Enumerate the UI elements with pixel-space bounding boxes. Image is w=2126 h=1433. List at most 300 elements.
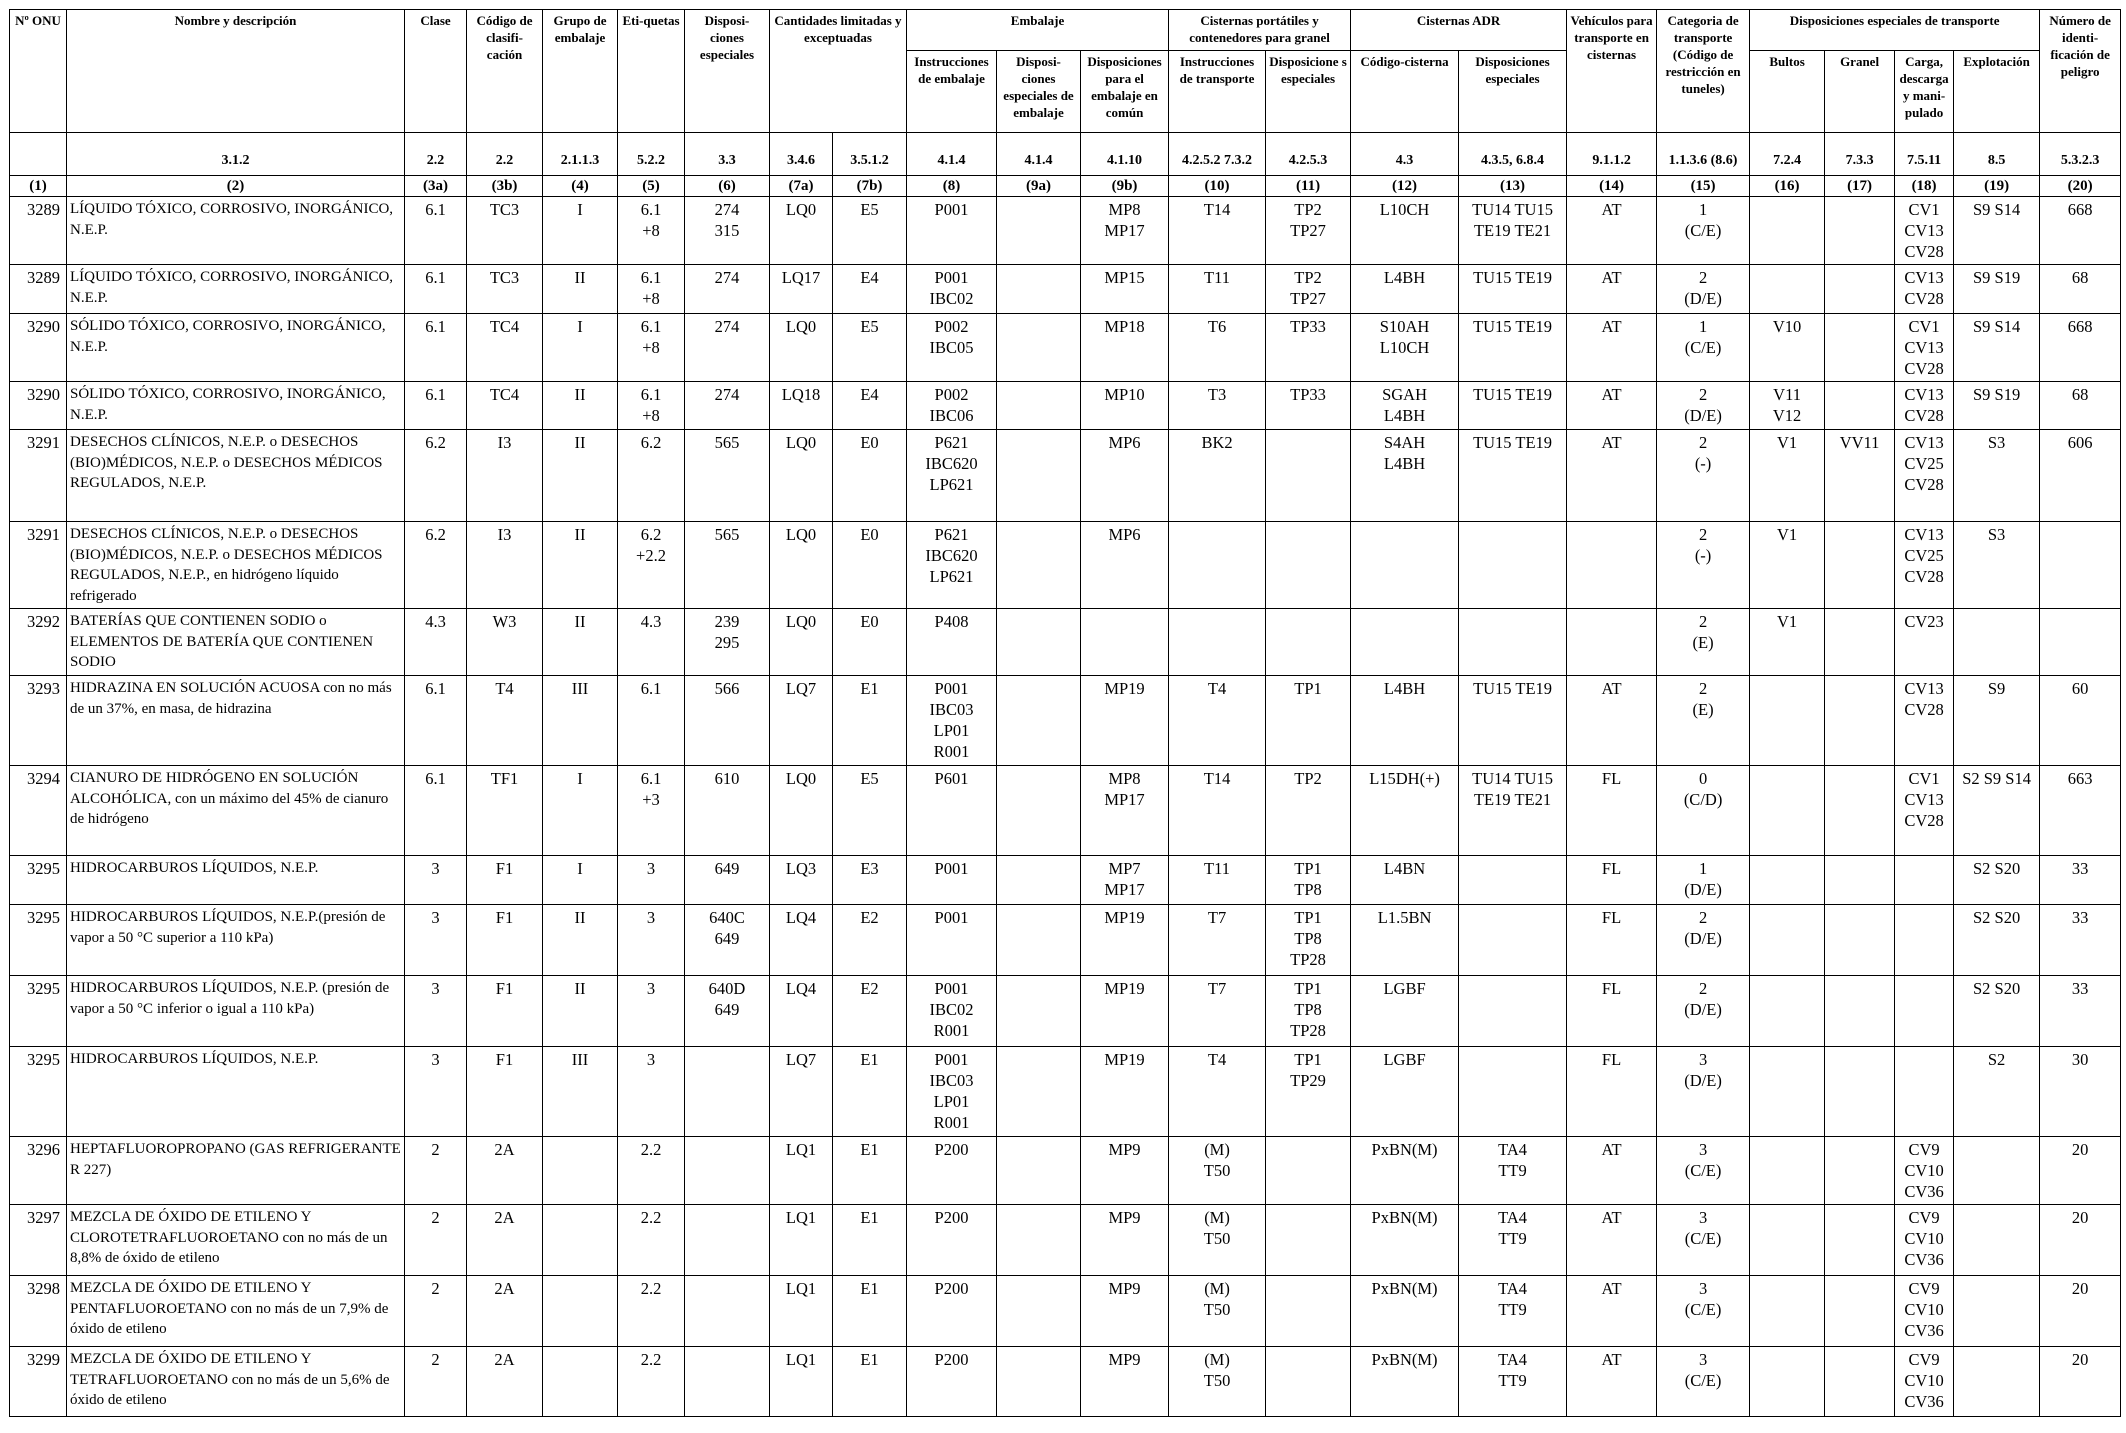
column-number: (20): [2040, 176, 2121, 197]
cell-c7a: LQ3: [770, 856, 833, 905]
cell-c3a: 3: [405, 1047, 467, 1137]
cell-c7b: E2: [833, 905, 907, 976]
cell-c17: [1825, 1276, 1895, 1347]
cell-c8: P002 IBC05: [907, 314, 997, 382]
cell-c7a: LQ7: [770, 1047, 833, 1137]
cell-c9b: MP19: [1081, 905, 1169, 976]
cell-c9b: MP9: [1081, 1137, 1169, 1205]
cell-c3b: 2A: [467, 1347, 543, 1417]
cell-c4: II: [543, 976, 618, 1047]
cell-c16: [1750, 1047, 1825, 1137]
cell-c5: 2.2: [618, 1137, 685, 1205]
cell-c11: TP1: [1266, 676, 1351, 766]
col-header-codigo-cisterna: Código-cisterna: [1351, 51, 1459, 133]
cell-c8: P200: [907, 1205, 997, 1276]
cell-c3a: 3: [405, 976, 467, 1047]
ref-codigo: 2.2: [467, 133, 543, 176]
cell-c4: II: [543, 905, 618, 976]
col-header-un: Nº ONU: [10, 10, 67, 133]
cell-c16: [1750, 976, 1825, 1047]
cell-un: 3299: [10, 1347, 67, 1417]
cell-c7b: E1: [833, 1276, 907, 1347]
cell-c3a: 4.3: [405, 609, 467, 676]
column-number: (14): [1567, 176, 1657, 197]
cell-c3b: TC4: [467, 314, 543, 382]
column-number: (7b): [833, 176, 907, 197]
cell-c12: L10CH: [1351, 197, 1459, 265]
cell-c5: 6.1: [618, 676, 685, 766]
cell-c13: TU15 TE19: [1459, 382, 1567, 430]
ref-disposiciones: 3.3: [685, 133, 770, 176]
cell-c16: [1750, 197, 1825, 265]
table-row: [10, 609, 2121, 676]
cell-c4: I: [543, 766, 618, 856]
cell-c7a: LQ0: [770, 522, 833, 609]
cell-c10: T14: [1169, 766, 1266, 856]
cell-c12: PxBN(M): [1351, 1347, 1459, 1417]
cell-c10: (M) T50: [1169, 1137, 1266, 1205]
column-number: (2): [67, 176, 405, 197]
cell-c13: TA4 TT9: [1459, 1276, 1567, 1347]
cell-name: DESECHOS CLÍNICOS, N.E.P. o DESECHOS (BIO)MÉDICOS, N.E.P. o DESECHOS MÉDICOS REGULADOS, N.E.P.: [67, 430, 405, 522]
cell-c9a: [997, 609, 1081, 676]
cell-c15: 1 (C/E): [1657, 197, 1750, 265]
column-number: (5): [618, 176, 685, 197]
cell-c15: 2 (E): [1657, 609, 1750, 676]
col-header-instrucciones-embalaje: Instrucciones de embalaje: [907, 51, 997, 133]
cell-c16: V1: [1750, 609, 1825, 676]
cell-c9a: [997, 856, 1081, 905]
cell-c9a: [997, 430, 1081, 522]
cell-c12: [1351, 609, 1459, 676]
cell-name: HIDROCARBUROS LÍQUIDOS, N.E.P.: [67, 856, 405, 905]
cell-un: 3289: [10, 197, 67, 265]
cell-c4: II: [543, 609, 618, 676]
cell-c9b: MP8 MP17: [1081, 197, 1169, 265]
cell-c18: CV23: [1895, 609, 1954, 676]
cell-c20: 33: [2040, 856, 2121, 905]
table-row: [10, 766, 2121, 856]
cell-c13: TU15 TE19: [1459, 676, 1567, 766]
cell-c20: 20: [2040, 1276, 2121, 1347]
cell-c8: P002 IBC06: [907, 382, 997, 430]
cell-c15: 2 (D/E): [1657, 265, 1750, 314]
cell-un: 3293: [10, 676, 67, 766]
cell-c9a: [997, 905, 1081, 976]
cell-c3a: 6.1: [405, 766, 467, 856]
cell-c8: P001: [907, 905, 997, 976]
cell-c5: 2.2: [618, 1276, 685, 1347]
cell-c19: S9: [1954, 676, 2040, 766]
cell-c9b: MP19: [1081, 676, 1169, 766]
cell-c13: TA4 TT9: [1459, 1347, 1567, 1417]
cell-c5: 6.1 +8: [618, 197, 685, 265]
cell-un: 3291: [10, 522, 67, 609]
cell-c19: S9 S19: [1954, 265, 2040, 314]
cell-c7b: E2: [833, 976, 907, 1047]
cell-c3a: 2: [405, 1347, 467, 1417]
cell-c5: 2.2: [618, 1205, 685, 1276]
cell-c11: TP2 TP27: [1266, 197, 1351, 265]
cell-c13: TU15 TE19: [1459, 430, 1567, 522]
cell-c20: 30: [2040, 1047, 2121, 1137]
col-group-cisternas-adr: Cisternas ADR: [1351, 10, 1567, 51]
cell-c16: [1750, 1347, 1825, 1417]
cell-c9b: MP8 MP17: [1081, 766, 1169, 856]
cell-name: SÓLIDO TÓXICO, CORROSIVO, INORGÁNICO, N.E.P.: [67, 382, 405, 430]
cell-c15: 1 (D/E): [1657, 856, 1750, 905]
cell-c11: [1266, 1347, 1351, 1417]
cell-c17: [1825, 1347, 1895, 1417]
cell-c9a: [997, 265, 1081, 314]
cell-c18: CV13 CV28: [1895, 265, 1954, 314]
cell-c15: 3 (C/E): [1657, 1276, 1750, 1347]
cell-un: 3295: [10, 905, 67, 976]
cell-c6: 566: [685, 676, 770, 766]
cell-c20: 663: [2040, 766, 2121, 856]
cell-c20: 68: [2040, 265, 2121, 314]
ref-8: 4.1.4: [907, 133, 997, 176]
cell-c7b: E1: [833, 1137, 907, 1205]
cell-c18: CV9 CV10 CV36: [1895, 1205, 1954, 1276]
cell-un: 3295: [10, 976, 67, 1047]
col-header-embalaje-comun: Disposiciones para el embalaje en común: [1081, 51, 1169, 133]
cell-c5: 4.3: [618, 609, 685, 676]
table-row: [10, 522, 2121, 609]
cell-c7a: LQ1: [770, 1276, 833, 1347]
cell-c15: 1 (C/E): [1657, 314, 1750, 382]
cell-c4: III: [543, 1047, 618, 1137]
cell-c20: 60: [2040, 676, 2121, 766]
col-header-disposiciones-especiales-adr: Disposiciones especiales: [1459, 51, 1567, 133]
cell-c5: 6.1 +8: [618, 265, 685, 314]
cell-c9b: MP19: [1081, 976, 1169, 1047]
cell-c13: [1459, 522, 1567, 609]
cell-c7a: LQ4: [770, 905, 833, 976]
cell-c8: P200: [907, 1276, 997, 1347]
cell-c7b: E0: [833, 430, 907, 522]
cell-un: 3290: [10, 314, 67, 382]
cell-c7b: E5: [833, 314, 907, 382]
cell-c11: [1266, 1137, 1351, 1205]
ref-13: 4.3.5, 6.8.4: [1459, 133, 1567, 176]
cell-c9a: [997, 522, 1081, 609]
column-number: (9a): [997, 176, 1081, 197]
cell-c18: CV1 CV13 CV28: [1895, 314, 1954, 382]
cell-c20: [2040, 522, 2121, 609]
cell-c9a: [997, 197, 1081, 265]
cell-c10: T3: [1169, 382, 1266, 430]
cell-c8: P001 IBC02: [907, 265, 997, 314]
cell-c6: 274: [685, 382, 770, 430]
cell-c3b: TF1: [467, 766, 543, 856]
cell-name: MEZCLA DE ÓXIDO DE ETILENO Y TETRAFLUOROETANO con no más de un 5,6% de óxido de etileno: [67, 1347, 405, 1417]
cell-c3a: 6.2: [405, 430, 467, 522]
cell-c5: 3: [618, 856, 685, 905]
cell-un: 3297: [10, 1205, 67, 1276]
col-header-cantidades-limitadas: Cantidades limitadas y exceptuadas: [770, 10, 907, 133]
cell-c9b: MP6: [1081, 430, 1169, 522]
cell-c15: 3 (C/E): [1657, 1347, 1750, 1417]
ref-19: 8.5: [1954, 133, 2040, 176]
cell-c7a: LQ1: [770, 1137, 833, 1205]
cell-c18: CV9 CV10 CV36: [1895, 1347, 1954, 1417]
cell-c7a: LQ17: [770, 265, 833, 314]
cell-c9a: [997, 1205, 1081, 1276]
cell-c8: P621 IBC620 LP621: [907, 522, 997, 609]
cell-c10: T14: [1169, 197, 1266, 265]
cell-c17: VV11: [1825, 430, 1895, 522]
table-row: [10, 197, 2121, 265]
cell-c7b: E1: [833, 1047, 907, 1137]
cell-c14: AT: [1567, 430, 1657, 522]
cell-c19: [1954, 1137, 2040, 1205]
cell-c4: II: [543, 265, 618, 314]
cell-c13: TU15 TE19: [1459, 265, 1567, 314]
cell-c17: [1825, 1137, 1895, 1205]
cell-c12: PxBN(M): [1351, 1276, 1459, 1347]
ref-grupo: 2.1.1.3: [543, 133, 618, 176]
cell-c9b: MP9: [1081, 1205, 1169, 1276]
cell-c18: CV13 CV28: [1895, 382, 1954, 430]
cell-c11: [1266, 430, 1351, 522]
ref-16: 7.2.4: [1750, 133, 1825, 176]
cell-c6: [685, 1347, 770, 1417]
cell-c11: TP33: [1266, 382, 1351, 430]
cell-c17: [1825, 382, 1895, 430]
cell-c14: FL: [1567, 766, 1657, 856]
cell-c17: [1825, 766, 1895, 856]
cell-c16: V11 V12: [1750, 382, 1825, 430]
cell-c3b: 2A: [467, 1137, 543, 1205]
cell-c14: FL: [1567, 905, 1657, 976]
cell-c17: [1825, 976, 1895, 1047]
cell-c13: TA4 TT9: [1459, 1137, 1567, 1205]
cell-c18: [1895, 905, 1954, 976]
cell-c18: CV1 CV13 CV28: [1895, 197, 1954, 265]
cell-c19: S2 S20: [1954, 905, 2040, 976]
cell-c6: 274 315: [685, 197, 770, 265]
cell-c3a: 6.1: [405, 382, 467, 430]
cell-c5: 6.1 +8: [618, 382, 685, 430]
cell-un: 3294: [10, 766, 67, 856]
col-group-cisternas-portatiles: Cisternas portátiles y contenedores para granel: [1169, 10, 1351, 51]
cell-c10: T4: [1169, 1047, 1266, 1137]
cell-c3b: TC3: [467, 197, 543, 265]
cell-c10: T7: [1169, 905, 1266, 976]
ref-11: 4.2.5.3: [1266, 133, 1351, 176]
cell-c20: 668: [2040, 314, 2121, 382]
col-group-embalaje: Embalaje: [907, 10, 1169, 51]
dangerous-goods-table: [9, 9, 2121, 1417]
cell-c13: [1459, 609, 1567, 676]
cell-c7a: LQ0: [770, 766, 833, 856]
cell-c17: [1825, 1047, 1895, 1137]
cell-c6: 274: [685, 314, 770, 382]
cell-c16: [1750, 676, 1825, 766]
cell-c12: S4AH L4BH: [1351, 430, 1459, 522]
cell-c16: V1: [1750, 430, 1825, 522]
cell-c11: TP2 TP27: [1266, 265, 1351, 314]
cell-c15: 2 (D/E): [1657, 905, 1750, 976]
ref-10: 4.2.5.2 7.3.2: [1169, 133, 1266, 176]
cell-c7b: E1: [833, 1205, 907, 1276]
cell-c4: II: [543, 522, 618, 609]
cell-c6: [685, 1137, 770, 1205]
cell-c17: [1825, 609, 1895, 676]
cell-c9a: [997, 1276, 1081, 1347]
cell-c19: S9 S14: [1954, 314, 2040, 382]
cell-c10: (M) T50: [1169, 1205, 1266, 1276]
cell-name: CIANURO DE HIDRÓGENO EN SOLUCIÓN ALCOHÓLICA, con un máximo del 45% de cianuro de hidrógeno: [67, 766, 405, 856]
column-number: (19): [1954, 176, 2040, 197]
cell-c14: AT: [1567, 1276, 1657, 1347]
cell-un: 3289: [10, 265, 67, 314]
cell-c16: [1750, 766, 1825, 856]
cell-c7a: LQ0: [770, 314, 833, 382]
cell-c17: [1825, 1205, 1895, 1276]
cell-c6: 640C 649: [685, 905, 770, 976]
cell-c9b: MP10: [1081, 382, 1169, 430]
cell-c8: P001 IBC02 R001: [907, 976, 997, 1047]
cell-c11: TP1 TP29: [1266, 1047, 1351, 1137]
cell-name: HIDRAZINA EN SOLUCIÓN ACUOSA con no más de un 37%, en masa, de hidrazina: [67, 676, 405, 766]
cell-c7a: LQ0: [770, 197, 833, 265]
cell-c9a: [997, 1047, 1081, 1137]
cell-c13: TU14 TU15 TE19 TE21: [1459, 766, 1567, 856]
cell-c7b: E0: [833, 522, 907, 609]
cell-c5: 6.2 +2.2: [618, 522, 685, 609]
cell-c18: [1895, 856, 1954, 905]
cell-c6: 239 295: [685, 609, 770, 676]
cell-c19: S2 S20: [1954, 976, 2040, 1047]
cell-c3a: 6.1: [405, 197, 467, 265]
cell-un: 3295: [10, 1047, 67, 1137]
cell-c14: FL: [1567, 856, 1657, 905]
cell-c16: V10: [1750, 314, 1825, 382]
cell-c10: (M) T50: [1169, 1276, 1266, 1347]
ref-18: 7.5.11: [1895, 133, 1954, 176]
cell-c10: (M) T50: [1169, 1347, 1266, 1417]
cell-c19: [1954, 1205, 2040, 1276]
cell-c14: AT: [1567, 265, 1657, 314]
cell-c9b: MP9: [1081, 1347, 1169, 1417]
cell-c3b: I3: [467, 522, 543, 609]
cell-c7a: LQ1: [770, 1347, 833, 1417]
cell-name: HIDROCARBUROS LÍQUIDOS, N.E.P. (presión de vapor a 50 °C inferior o igual a 110 kPa): [67, 976, 405, 1047]
cell-c15: 3 (C/E): [1657, 1137, 1750, 1205]
cell-c16: [1750, 856, 1825, 905]
cell-c7b: E5: [833, 766, 907, 856]
table-row: [10, 430, 2121, 522]
cell-c7a: LQ0: [770, 609, 833, 676]
cell-c3a: 6.1: [405, 265, 467, 314]
cell-c17: [1825, 522, 1895, 609]
cell-c9a: [997, 976, 1081, 1047]
cell-c20: 20: [2040, 1205, 2121, 1276]
cell-c4: III: [543, 676, 618, 766]
cell-c18: CV9 CV10 CV36: [1895, 1276, 1954, 1347]
cell-c19: S3: [1954, 430, 2040, 522]
cell-c6: 649: [685, 856, 770, 905]
cell-c3b: TC3: [467, 265, 543, 314]
cell-c7a: LQ4: [770, 976, 833, 1047]
cell-c9b: [1081, 609, 1169, 676]
cell-c10: [1169, 522, 1266, 609]
column-number: (3b): [467, 176, 543, 197]
column-number: (15): [1657, 176, 1750, 197]
cell-c4: [543, 1347, 618, 1417]
col-header-granel: Granel: [1825, 51, 1895, 133]
cell-c17: [1825, 197, 1895, 265]
table-row: [10, 382, 2121, 430]
col-header-disposiciones-embalaje: Disposi-ciones especiales de embalaje: [997, 51, 1081, 133]
ref-7a: 3.4.6: [770, 133, 833, 176]
cell-c3b: 2A: [467, 1205, 543, 1276]
cell-c13: [1459, 905, 1567, 976]
cell-c19: [1954, 609, 2040, 676]
cell-name: MEZCLA DE ÓXIDO DE ETILENO Y PENTAFLUOROETANO con no más de un 7,9% de óxido de etileno: [67, 1276, 405, 1347]
col-header-numero-peligro: Número de identi-ficación de peligro: [2040, 10, 2121, 133]
cell-c4: I: [543, 197, 618, 265]
column-number: (9b): [1081, 176, 1169, 197]
cell-c19: S9 S19: [1954, 382, 2040, 430]
column-number-row: [10, 176, 2121, 197]
cell-c10: [1169, 609, 1266, 676]
table-row: [10, 1047, 2121, 1137]
cell-un: 3295: [10, 856, 67, 905]
cell-c3a: 6.1: [405, 676, 467, 766]
cell-c3a: 3: [405, 856, 467, 905]
cell-c13: [1459, 1047, 1567, 1137]
cell-c9b: MP7 MP17: [1081, 856, 1169, 905]
table-row: [10, 905, 2121, 976]
ref-20: 5.3.2.3: [2040, 133, 2121, 176]
cell-c12: L4BH: [1351, 676, 1459, 766]
cell-c7a: LQ0: [770, 430, 833, 522]
cell-c14: AT: [1567, 382, 1657, 430]
cell-c11: TP1 TP8: [1266, 856, 1351, 905]
cell-c14: [1567, 522, 1657, 609]
cell-c19: [1954, 1276, 2040, 1347]
cell-c6: 274: [685, 265, 770, 314]
cell-c3a: 2: [405, 1205, 467, 1276]
column-number: (7a): [770, 176, 833, 197]
cell-c14: AT: [1567, 676, 1657, 766]
cell-c20: 33: [2040, 976, 2121, 1047]
col-header-explotacion: Explotación: [1954, 51, 2040, 133]
cell-c4: I: [543, 856, 618, 905]
cell-c11: TP1 TP8 TP28: [1266, 905, 1351, 976]
cell-c16: [1750, 1137, 1825, 1205]
cell-c9a: [997, 1137, 1081, 1205]
cell-c18: [1895, 1047, 1954, 1137]
cell-c14: AT: [1567, 1137, 1657, 1205]
cell-c12: PxBN(M): [1351, 1205, 1459, 1276]
cell-c15: 2 (D/E): [1657, 976, 1750, 1047]
cell-c5: 3: [618, 976, 685, 1047]
cell-c5: 3: [618, 1047, 685, 1137]
cell-c17: [1825, 905, 1895, 976]
cell-c19: [1954, 1347, 2040, 1417]
column-number: (8): [907, 176, 997, 197]
cell-c17: [1825, 314, 1895, 382]
cell-c11: [1266, 1276, 1351, 1347]
ref-12: 4.3: [1351, 133, 1459, 176]
cell-c3a: 3: [405, 905, 467, 976]
cell-c5: 6.1 +3: [618, 766, 685, 856]
col-header-carga: Carga, descarga y mani-pulado: [1895, 51, 1954, 133]
